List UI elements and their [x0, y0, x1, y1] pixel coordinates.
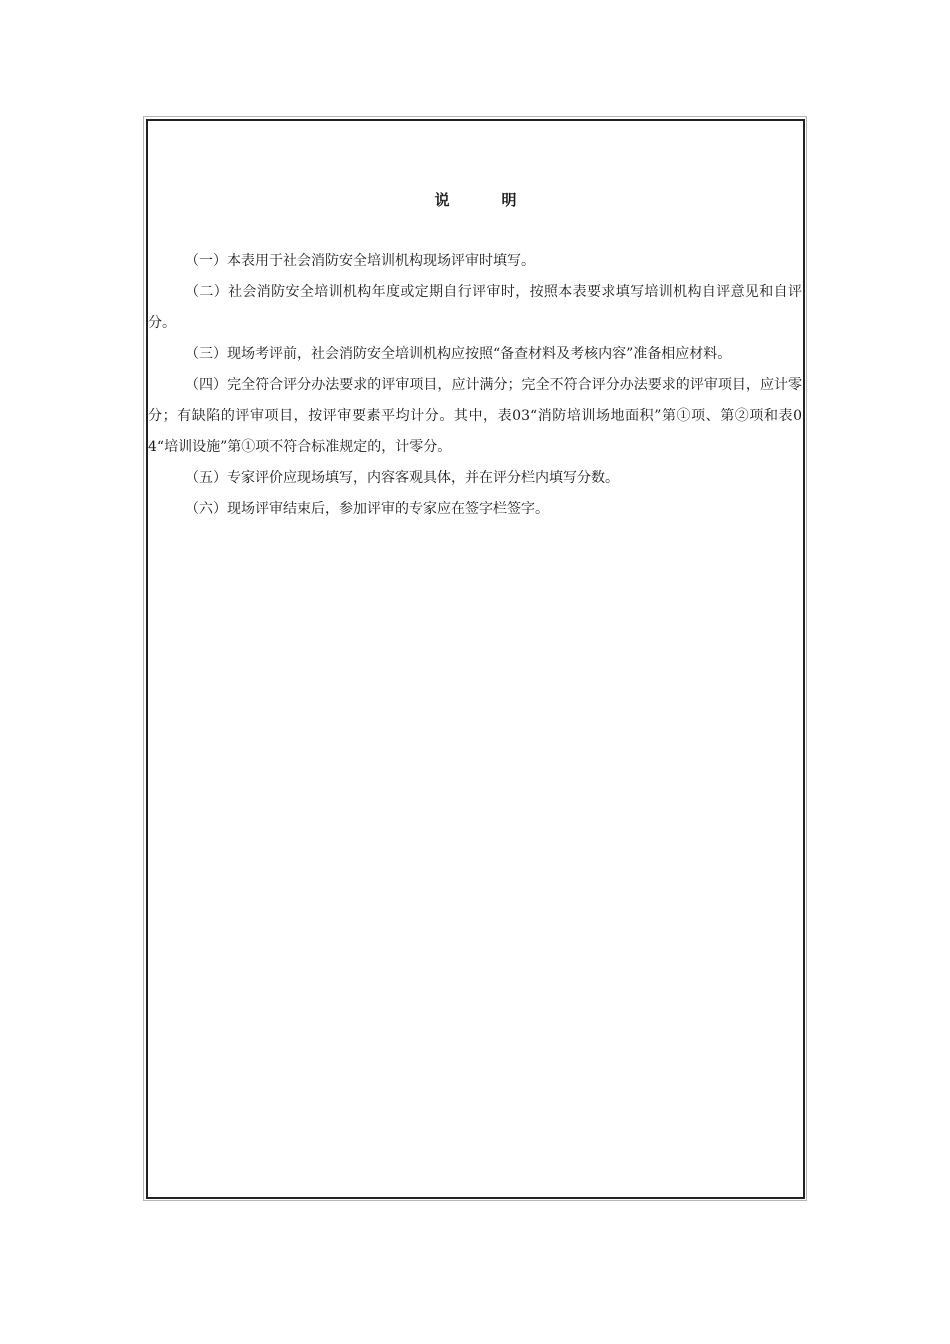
instruction-paragraph-2: （二）社会消防安全培训机构年度或定期自行评审时，按照本表要求填写培训机构自评意见和自评分。 — [148, 284, 802, 331]
instructions-body — [148, 246, 802, 525]
instruction-paragraph-1: （一）本表用于社会消防安全培训机构现场评审时填写。 — [185, 253, 535, 269]
instruction-paragraph-5: （五）专家评价应现场填写，内容客观具体，并在评分栏内填写分数。 — [185, 470, 619, 486]
instruction-paragraph-3: （三）现场考评前，社会消防安全培训机构应按照“备查材料及考核内容”准备相应材料。 — [185, 346, 732, 362]
title-char-2: 明 — [501, 191, 517, 209]
instruction-paragraph-6: （六）现场评审结束后，参加评审的专家应在签字栏签字。 — [185, 501, 549, 517]
page-title — [146, 188, 805, 212]
instruction-paragraph-4: （四）完全符合评分办法要求的评审项目，应计满分；完全不符合评分办法要求的评审项目，应计零分；有缺陷的评审项目，按评审要素平均计分。其中，表03“消防培训场地面积”第①项、第②项和表04“培训设施”第①项不符合标准规定的，计零分。 — [148, 377, 802, 455]
title-char-1: 说 — [434, 191, 450, 209]
